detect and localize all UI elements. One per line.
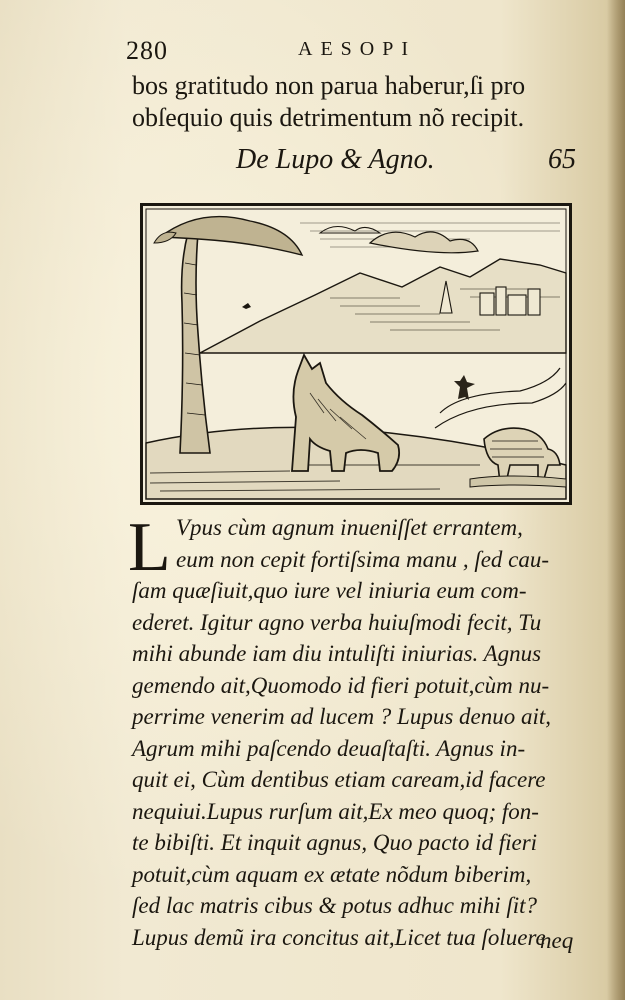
fable-body xyxy=(128,509,587,953)
text-line: bos gratitudo non parua haberur,ſi pro xyxy=(132,71,526,100)
text-line: perrime venerim ad lucem ? Lupus denuo ait, xyxy=(132,704,552,729)
fable-number: 65 xyxy=(548,144,576,175)
text-line: quit ei, Cùm dentibus etiam caream,id facere xyxy=(132,767,546,792)
text-line: potuit,cùm aquam ex ætate nõdum biberim, xyxy=(132,861,532,887)
drop-cap: L xyxy=(128,509,171,586)
page-gutter-shadow xyxy=(607,0,625,1000)
text-line: ſam quæſiuit,quo iure vel iniuria eum com- xyxy=(132,578,527,603)
text-line: gemendo ait,Quomodo id fieri potuit,cùm nu- xyxy=(132,672,550,698)
running-head xyxy=(126,36,576,64)
text-line: ſed lac matris cibus & potus adhuc mihi ſit? xyxy=(132,893,538,918)
text-line: Agrum mihi paſcendo deuaſtaſti. Agnus in- xyxy=(132,735,526,761)
text-line: mihi abunde iam diu intuliſti iniurias. Agnus xyxy=(132,641,542,666)
text-line: te bibiſti. Et inquit agnus, Quo pacto id fieri xyxy=(132,830,538,855)
text-line: nequiui.Lupus rurſum ait,Ex meo quoq; fon- xyxy=(132,798,539,824)
previous-fable-ending xyxy=(132,70,592,133)
catchword: neq xyxy=(540,928,574,953)
text-line: obſequio quis detrimentum nõ recipit. xyxy=(132,102,525,132)
text-line: Vpus cùm agnum inueniſſet errantem, xyxy=(176,515,523,540)
text-line: Lupus demũ ira concitus ait,Licet tua ſoluere xyxy=(132,924,546,950)
stream-water xyxy=(470,476,566,487)
woodcut-illustration xyxy=(140,203,572,505)
text-line: ederet. Igitur agno verba huiuſmodi fecit, Tu xyxy=(132,609,542,635)
running-title: AESOPI xyxy=(298,38,417,60)
page-number: 280 xyxy=(126,36,168,65)
text-line: eum non cepit fortiſsima manu , ſed cau- xyxy=(176,546,550,572)
fable-title: De Lupo & Agno. xyxy=(236,144,435,175)
